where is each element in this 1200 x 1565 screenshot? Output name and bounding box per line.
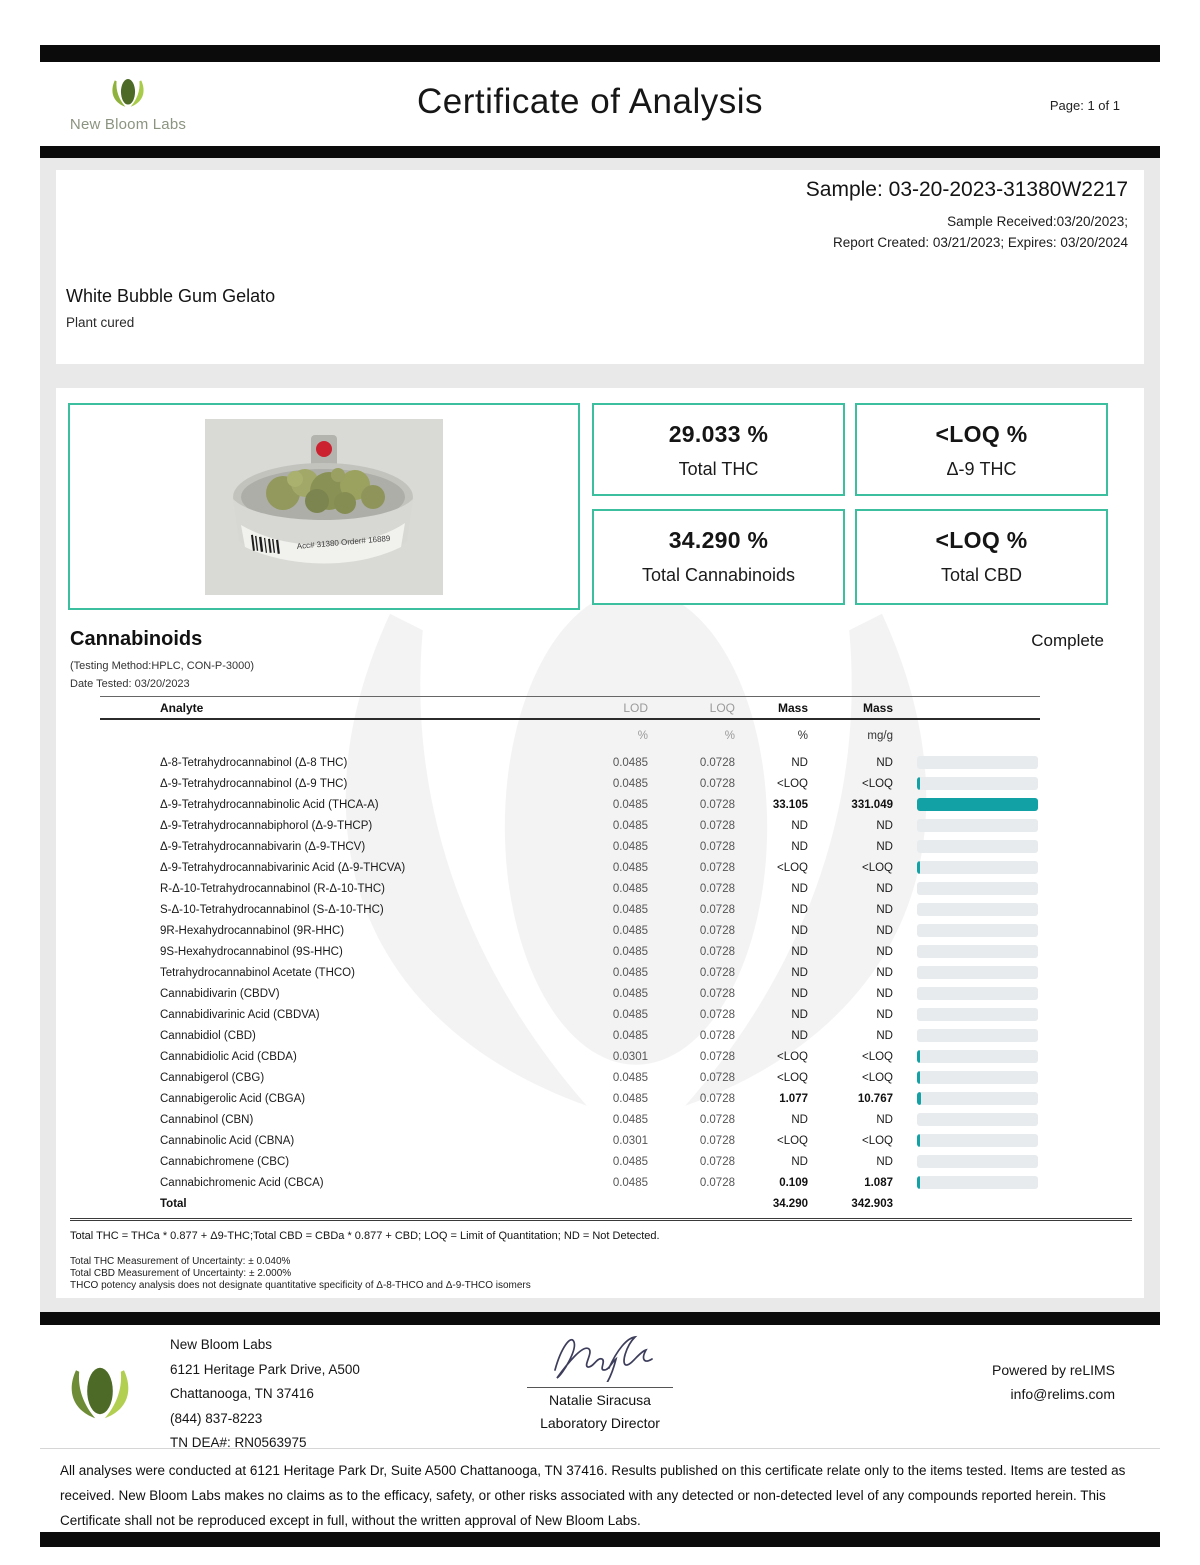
brand-name: New Bloom Labs: [69, 116, 187, 133]
mass-mgg-value: ND: [876, 819, 893, 832]
total-mass-pct: 34.290: [772, 1198, 808, 1210]
lod-value: 0.0485: [612, 1113, 648, 1126]
cannabinoid-rows: [100, 752, 1040, 1193]
loq-value: 0.0728: [699, 840, 735, 853]
table-row: [100, 1130, 1040, 1151]
lod-value: 0.0301: [612, 1050, 648, 1063]
section-status: Complete: [1031, 631, 1104, 650]
footnote-thc-uncertainty: Total THC Measurement of Uncertainty: ± 0.040%: [70, 1256, 291, 1267]
disclaimer-text: All analyses were conducted at 6121 Heritage Park Dr, Suite A500 Chattanooga, TN 37416. Results published on this certificate relate only to the items tested. Items are tested as received. New Bloom Labs makes no claims as to the efficacy, safety, or other risks associated with any detected or non-detected level of any compounds reported herein. This Certificate shall not be reproduced except in full, without the written approval of New Bloom Labs.: [60, 1463, 1126, 1528]
mass-mgg-value: ND: [876, 1155, 893, 1168]
total-label: Total: [160, 1198, 187, 1210]
lod-value: 0.0485: [612, 1176, 648, 1189]
mass-pct-value: ND: [791, 1155, 808, 1168]
mass-mgg-value: ND: [876, 756, 893, 769]
table-row: [100, 773, 1040, 794]
col-analyte: Analyte: [160, 700, 204, 715]
col-lod: LOD: [623, 700, 648, 715]
report-dates: Report Created: 03/21/2023; Expires: 03/20/2024: [833, 235, 1128, 250]
unit-mass-pct: %: [797, 730, 808, 742]
bar-track: [917, 777, 1038, 790]
mass-pct-value: ND: [791, 966, 808, 979]
analyte-name: Δ-9-Tetrahydrocannabiphorol (Δ-9-THCP): [160, 819, 373, 832]
lod-value: 0.0485: [612, 945, 648, 958]
table-row: [100, 815, 1040, 836]
loq-value: 0.0728: [699, 945, 735, 958]
table-row: [100, 794, 1040, 815]
bar-fill: [917, 798, 1038, 811]
mass-mgg-value: ND: [876, 1008, 893, 1021]
contact-email: info@relims.com: [1010, 1386, 1115, 1402]
footnote-formula: Total THC = THCa * 0.877 + Δ9-THC;Total CBD = CBDa * 0.877 + CBD; LOQ = Limit of Quantitation; ND = Not Detected.: [70, 1230, 660, 1242]
mass-pct-value: ND: [791, 924, 808, 937]
analyte-name: Cannabidivarin (CBDV): [160, 987, 280, 1000]
signer-role: Laboratory Director: [540, 1415, 660, 1431]
footer-bloom-logo-icon: [60, 1352, 140, 1438]
signature-icon: [525, 1330, 675, 1382]
table-row: [100, 920, 1040, 941]
bottom-rule-bar: [40, 1532, 1160, 1547]
signature-line: [527, 1387, 673, 1388]
loq-value: 0.0728: [699, 966, 735, 979]
mass-pct-value: ND: [791, 987, 808, 1000]
mass-mgg-value: <LOQ: [861, 1071, 893, 1084]
table-row: [100, 1109, 1040, 1130]
table-row: [100, 899, 1040, 920]
bar-track: [917, 1050, 1038, 1063]
bar-track: [917, 903, 1038, 916]
bar-track: [917, 1071, 1038, 1084]
table-row: [100, 836, 1040, 857]
table-row: [100, 1088, 1040, 1109]
loq-value: 0.0728: [699, 1134, 735, 1147]
sample-received: Sample Received:03/20/2023;: [947, 214, 1128, 229]
lod-value: 0.0485: [612, 987, 648, 1000]
lod-value: 0.0485: [612, 966, 648, 979]
lod-value: 0.0485: [612, 1029, 648, 1042]
mass-pct-value: <LOQ: [776, 1071, 808, 1084]
analyte-name: R-Δ-10-Tetrahydrocannabinol (R-Δ-10-THC): [160, 882, 385, 895]
analyte-name: Tetrahydrocannabinol Acetate (THCO): [160, 966, 355, 979]
table-row: [100, 1151, 1040, 1172]
powered-by: Powered by reLIMS: [992, 1362, 1115, 1378]
unit-mass-mgg: mg/g: [867, 730, 893, 742]
bar-track: [917, 1134, 1038, 1147]
summary-box-d9-thc: [855, 403, 1108, 496]
mass-mgg-value: 1.087: [864, 1176, 893, 1189]
lab-city: Chattanooga, TN 37416: [170, 1386, 314, 1401]
lod-value: 0.0485: [612, 1092, 648, 1105]
analyte-name: Cannabigerolic Acid (CBGA): [160, 1092, 306, 1105]
mass-mgg-value: <LOQ: [861, 861, 893, 874]
mass-pct-value: <LOQ: [776, 777, 808, 790]
mass-bar: [917, 840, 1038, 853]
sample-photo-frame: [68, 403, 580, 610]
bar-track: [917, 1155, 1038, 1168]
mass-bar: [917, 882, 1038, 895]
analyte-name: Δ-8-Tetrahydrocannabinol (Δ-8 THC): [160, 756, 348, 769]
analyte-name: Δ-9-Tetrahydrocannabivarinic Acid (Δ-9-THCVA): [160, 861, 406, 874]
lod-value: 0.0485: [612, 903, 648, 916]
testing-method: (Testing Method:HPLC, CON-P-3000): [70, 660, 255, 672]
mass-pct-value: ND: [791, 945, 808, 958]
mass-pct-value: <LOQ: [776, 1134, 808, 1147]
bar-track: [917, 966, 1038, 979]
unit-loq: %: [724, 730, 735, 742]
photo-label-text: Acc# 31380 Order# 16889: [296, 533, 391, 551]
analyte-name: Cannabichromenic Acid (CBCA): [160, 1176, 324, 1189]
signature-block: [500, 1330, 700, 1431]
analyte-name: Cannabichromene (CBC): [160, 1155, 290, 1168]
mass-mgg-value: 10.767: [857, 1092, 893, 1105]
table-bottom-rule: [70, 1218, 1132, 1221]
mass-mgg-value: ND: [876, 966, 893, 979]
mass-bar: [917, 798, 1038, 811]
mass-pct-value: ND: [791, 840, 808, 853]
mass-bar: [917, 777, 1038, 790]
analyte-name: Cannabigerol (CBG): [160, 1071, 265, 1084]
mass-mgg-value: <LOQ: [861, 1050, 893, 1063]
mass-mgg-value: ND: [876, 945, 893, 958]
signer-name: Natalie Siracusa: [549, 1392, 651, 1408]
summary-value: 34.290 %: [668, 527, 769, 553]
bar-track: [917, 819, 1038, 832]
table-units-row: [100, 720, 1040, 752]
bar-fill: [917, 1176, 920, 1189]
analyte-name: Δ-9-Tetrahydrocannabinolic Acid (THCA-A): [160, 798, 379, 811]
mass-bar: [917, 861, 1038, 874]
loq-value: 0.0728: [699, 1155, 735, 1168]
analyte-name: Δ-9-Tetrahydrocannabinol (Δ-9 THC): [160, 777, 348, 790]
lod-value: 0.0485: [612, 861, 648, 874]
analyte-name: Cannabidiolic Acid (CBDA): [160, 1050, 297, 1063]
summary-box-total-cbd: [855, 509, 1108, 605]
bar-track: [917, 1113, 1038, 1126]
unit-lod: %: [637, 730, 648, 742]
col-mass-pct: Mass: [777, 700, 808, 715]
bar-fill: [917, 1071, 920, 1084]
loq-value: 0.0728: [699, 777, 735, 790]
mass-bar: [917, 1092, 1038, 1105]
mass-bar: [917, 1176, 1038, 1189]
sample-card: [56, 170, 1144, 364]
mass-bar: [917, 1155, 1038, 1168]
table-row: [100, 1025, 1040, 1046]
mass-bar: [917, 1050, 1038, 1063]
bar-track: [917, 840, 1038, 853]
summary-value: <LOQ %: [935, 421, 1028, 447]
bar-fill: [917, 861, 920, 874]
product-name: White Bubble Gum Gelato: [66, 286, 276, 306]
footer-divider: [40, 1448, 1160, 1449]
mass-bar: [917, 756, 1038, 769]
mass-pct-value: ND: [791, 1113, 808, 1126]
mass-bar: [917, 966, 1038, 979]
mass-mgg-value: ND: [876, 1029, 893, 1042]
table-row: [100, 983, 1040, 1004]
loq-value: 0.0728: [699, 1050, 735, 1063]
footnote-thco: THCO potency analysis does not designate quantitative specificity of Δ-8-THCO and Δ-9-THCO isomers: [70, 1280, 531, 1291]
table-row: [100, 1067, 1040, 1088]
page-number: Page: 1 of 1: [1049, 98, 1120, 113]
mass-pct-value: 0.109: [779, 1176, 808, 1189]
date-tested: Date Tested: 03/20/2023: [70, 678, 190, 690]
table-row: [100, 941, 1040, 962]
lod-value: 0.0485: [612, 1071, 648, 1084]
mass-bar: [917, 903, 1038, 916]
lod-value: 0.0485: [612, 798, 648, 811]
mass-bar: [917, 924, 1038, 937]
lod-value: 0.0485: [612, 819, 648, 832]
analyte-name: 9S-Hexahydrocannabinol (9S-HHC): [160, 945, 343, 958]
bar-track: [917, 1029, 1038, 1042]
loq-value: 0.0728: [699, 756, 735, 769]
lab-name: New Bloom Labs: [170, 1337, 273, 1352]
bar-track: [917, 882, 1038, 895]
header-rule-bar: [40, 146, 1160, 158]
mass-mgg-value: <LOQ: [861, 777, 893, 790]
bar-fill: [917, 1092, 921, 1105]
mass-pct-value: <LOQ: [776, 861, 808, 874]
table-row: [100, 878, 1040, 899]
mass-bar: [917, 987, 1038, 1000]
bar-track: [917, 924, 1038, 937]
col-loq: LOQ: [709, 700, 735, 715]
table-row: [100, 857, 1040, 878]
mass-pct-value: 1.077: [779, 1092, 808, 1105]
mass-bar: [917, 1113, 1038, 1126]
relims-block: [992, 1358, 1115, 1406]
summary-label: Δ-9 THC: [946, 459, 1017, 479]
table-row: [100, 752, 1040, 773]
loq-value: 0.0728: [699, 903, 735, 916]
loq-value: 0.0728: [699, 1029, 735, 1042]
sample-photo: [205, 419, 443, 595]
mass-mgg-value: ND: [876, 924, 893, 937]
mass-mgg-value: ND: [876, 840, 893, 853]
loq-value: 0.0728: [699, 987, 735, 1000]
lab-address-block: [170, 1333, 360, 1456]
mass-bar: [917, 1029, 1038, 1042]
table-row: [100, 962, 1040, 983]
sample-id: Sample: 03-20-2023-31380W2217: [805, 178, 1128, 201]
lod-value: 0.0485: [612, 924, 648, 937]
summary-label: Total CBD: [940, 565, 1023, 585]
loq-value: 0.0728: [699, 924, 735, 937]
summary-box-total-cannabinoids: [592, 509, 845, 605]
bar-track: [917, 798, 1038, 811]
bar-track: [917, 987, 1038, 1000]
summary-value: 29.033 %: [668, 421, 769, 447]
sample-info: [806, 178, 1128, 253]
summary-value: <LOQ %: [935, 527, 1028, 553]
col-mass-mgg: Mass: [862, 700, 893, 715]
loq-value: 0.0728: [699, 798, 735, 811]
bar-fill: [917, 777, 920, 790]
mass-pct-value: ND: [791, 1029, 808, 1042]
lod-value: 0.0485: [612, 840, 648, 853]
lod-value: 0.0485: [612, 777, 648, 790]
results-card: [56, 388, 1144, 1298]
mass-mgg-value: ND: [876, 987, 893, 1000]
mass-pct-value: ND: [791, 882, 808, 895]
bar-fill: [917, 1050, 920, 1063]
lod-value: 0.0485: [612, 1008, 648, 1021]
loq-value: 0.0728: [699, 1176, 735, 1189]
footnote-cbd-uncertainty: Total CBD Measurement of Uncertainty: ± 2.000%: [70, 1268, 292, 1279]
lab-dea: TN DEA#: RN0563975: [170, 1435, 307, 1450]
footer-rule-bar: [40, 1312, 1160, 1325]
bar-track: [917, 1092, 1038, 1105]
mass-bar: [917, 819, 1038, 832]
loq-value: 0.0728: [699, 1113, 735, 1126]
mass-mgg-value: 331.049: [851, 798, 893, 811]
mass-pct-value: ND: [791, 819, 808, 832]
analyte-name: Cannabinolic Acid (CBNA): [160, 1134, 295, 1147]
table-row: [100, 1004, 1040, 1025]
mass-mgg-value: ND: [876, 903, 893, 916]
loq-value: 0.0728: [699, 819, 735, 832]
summary-label: Total Cannabinoids: [641, 565, 796, 585]
table-total-row: [100, 1194, 1040, 1214]
analyte-name: Cannabidiol (CBD): [160, 1029, 256, 1042]
analyte-name: 9R-Hexahydrocannabinol (9R-HHC): [160, 924, 345, 937]
bar-track: [917, 1008, 1038, 1021]
mass-pct-value: 33.105: [772, 798, 808, 811]
mass-pct-value: ND: [791, 903, 808, 916]
document-title: Certificate of Analysis: [416, 82, 764, 121]
table-header-row: [100, 696, 1040, 720]
lod-value: 0.0485: [612, 1155, 648, 1168]
section-title: Cannabinoids: [70, 628, 203, 650]
loq-value: 0.0728: [699, 861, 735, 874]
lab-street: 6121 Heritage Park Drive, A500: [170, 1361, 360, 1377]
footnote-uncertainty: [70, 1256, 531, 1292]
analyte-name: Cannabinol (CBN): [160, 1113, 254, 1126]
bar-track: [917, 861, 1038, 874]
cannabinoids-table: [100, 696, 1040, 1214]
mass-mgg-value: <LOQ: [861, 1134, 893, 1147]
mass-bar: [917, 1008, 1038, 1021]
summary-label: Total THC: [678, 459, 759, 479]
mass-bar: [917, 1134, 1038, 1147]
loq-value: 0.0728: [699, 1008, 735, 1021]
mass-bar: [917, 1071, 1038, 1084]
mass-mgg-value: ND: [876, 1113, 893, 1126]
analyte-name: S-Δ-10-Tetrahydrocannabinol (S-Δ-10-THC): [160, 903, 384, 916]
analyte-name: Cannabidivarinic Acid (CBDVA): [160, 1008, 320, 1021]
lod-value: 0.0301: [612, 1134, 648, 1147]
bar-track: [917, 756, 1038, 769]
summary-box-total-thc: [592, 403, 845, 496]
mass-pct-value: ND: [791, 1008, 808, 1021]
mass-mgg-value: ND: [876, 882, 893, 895]
product-type: Plant cured: [66, 315, 135, 330]
mass-pct-value: ND: [791, 756, 808, 769]
bar-track: [917, 945, 1038, 958]
analyte-name: Δ-9-Tetrahydrocannabivarin (Δ-9-THCV): [160, 840, 366, 853]
table-row: [100, 1046, 1040, 1067]
mass-bar: [917, 945, 1038, 958]
lod-value: 0.0485: [612, 756, 648, 769]
bar-track: [917, 1176, 1038, 1189]
lab-phone: (844) 837-8223: [170, 1410, 263, 1426]
lod-value: 0.0485: [612, 882, 648, 895]
table-row: [100, 1172, 1040, 1193]
loq-value: 0.0728: [699, 1092, 735, 1105]
bar-fill: [917, 1134, 920, 1147]
loq-value: 0.0728: [699, 882, 735, 895]
loq-value: 0.0728: [699, 1071, 735, 1084]
top-rule-bar: [40, 45, 1160, 62]
total-mass-mgg: 342.903: [851, 1198, 893, 1210]
mass-pct-value: <LOQ: [776, 1050, 808, 1063]
